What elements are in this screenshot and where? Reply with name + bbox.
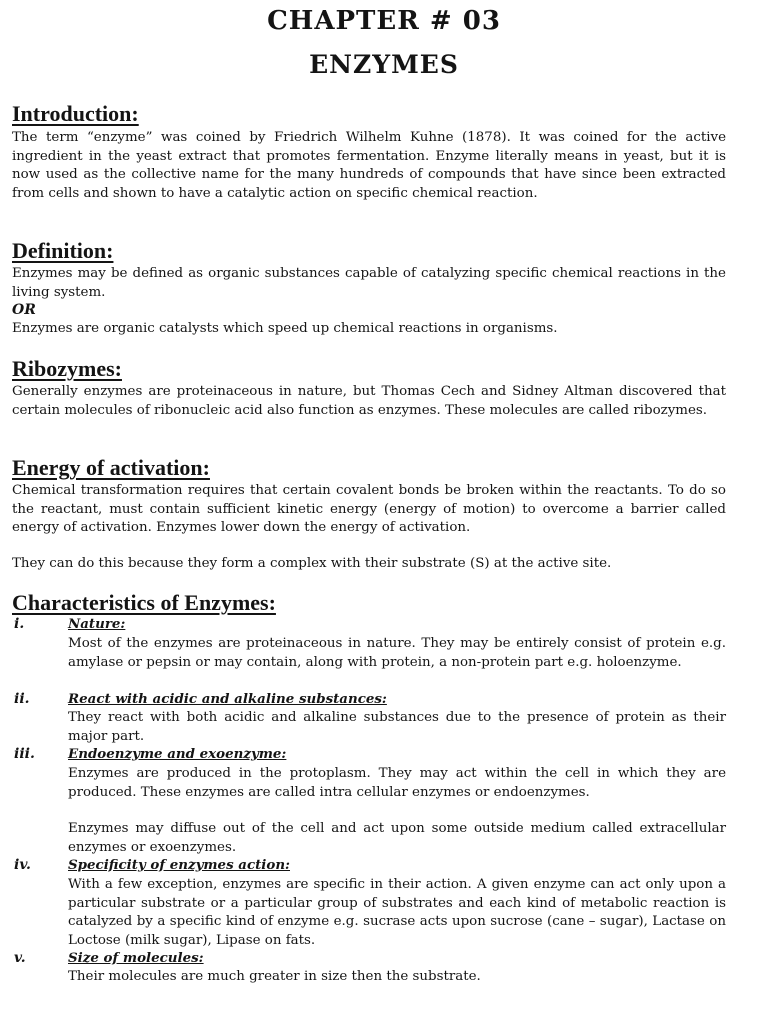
item-number: ii. — [14, 691, 30, 707]
item-number: i. — [14, 616, 25, 632]
definition-text-1: Enzymes may be defined as organic substances capable of catalyzing specific chemical reactions in the living system. — [12, 266, 726, 300]
chapter-subtitle: ENZYMES — [309, 50, 459, 79]
item-text-react: They react with both acidic and alkaline substances due to the presence of protein as their major part. — [68, 710, 726, 744]
item-text-exoenzyme: Enzymes may diffuse out of the cell and act upon some outside medium called extracellular enzymes or exoenzymes. — [68, 821, 726, 855]
item-title-react: React with acidic and alkaline substances: — [68, 691, 387, 707]
item-title-nature: Nature: — [68, 616, 126, 632]
definition-or-label: OR — [12, 302, 36, 318]
item-text-size: Their molecules are much greater in size then the substrate. — [68, 969, 481, 984]
item-number: iii. — [14, 746, 35, 762]
item-title-size: Size of molecules: — [68, 950, 204, 966]
activation-heading: Energy of activation: — [12, 455, 210, 480]
ribozymes-text: Generally enzymes are proteinaceous in nature, but Thomas Cech and Sidney Altman discovered that certain molecules of ribonucleic acid also function as enzymes. These molecules are called ribozymes. — [12, 384, 726, 418]
item-title-specificity: Specificity of enzymes action: — [68, 857, 290, 873]
definition-heading: Definition: — [12, 238, 114, 263]
activation-text-1: Chemical transformation requires that certain covalent bonds be broken within the reactants. To do so the reactant, must contain sufficient kinetic energy (energy of motion) to overcome a barrier called energy of activation. Enzymes lower down the energy of activation. — [12, 483, 726, 536]
definition-text-2: Enzymes are organic catalysts which speed up chemical reactions in organisms. — [12, 321, 558, 336]
item-title-endoenzyme: Endoenzyme and exoenzyme: — [68, 746, 287, 762]
introduction-text: The term “enzyme” was coined by Friedrich Wilhelm Kuhne (1878). It was coined for the active ingredient in the yeast extract that promotes fermentation. Enzyme literally means in yeast, but it is now used as the collective name for the many hundreds of compounds that have since been extracted from cells and shown to have a catalytic action on specific chemical reaction. — [12, 130, 726, 201]
item-text-endoenzyme: Enzymes are produced in the protoplasm. They may act within the cell in which they are produced. These enzymes are called intra cellular enzymes or endoenzymes. — [68, 766, 726, 800]
item-number: iv. — [14, 857, 31, 873]
ribozymes-heading: Ribozymes: — [12, 356, 122, 381]
introduction-heading: Introduction: — [12, 101, 139, 126]
item-number: v. — [14, 950, 26, 966]
item-text-nature: Most of the enzymes are proteinaceous in nature. They may be entirely consist of protein e.g. amylase or pepsin or may contain, along with protein, a non-protein part e.g. holoenzyme. — [68, 636, 726, 670]
activation-text-2: They can do this because they form a complex with their substrate (S) at the active site. — [12, 556, 612, 571]
item-text-specificity: With a few exception, enzymes are specific in their action. A given enzyme can act only upon a particular substrate or a particular group of substrates and each kind of metabolic reaction is catalyzed by a specific kind of enzyme e.g. sucrase acts upon sucrose (cane – sugar), Lactase on Loctose (milk sugar), Lipase on fats. — [68, 877, 726, 948]
characteristics-heading: Characteristics of Enzymes: — [12, 590, 276, 615]
chapter-title: CHAPTER # 03 — [267, 6, 501, 36]
